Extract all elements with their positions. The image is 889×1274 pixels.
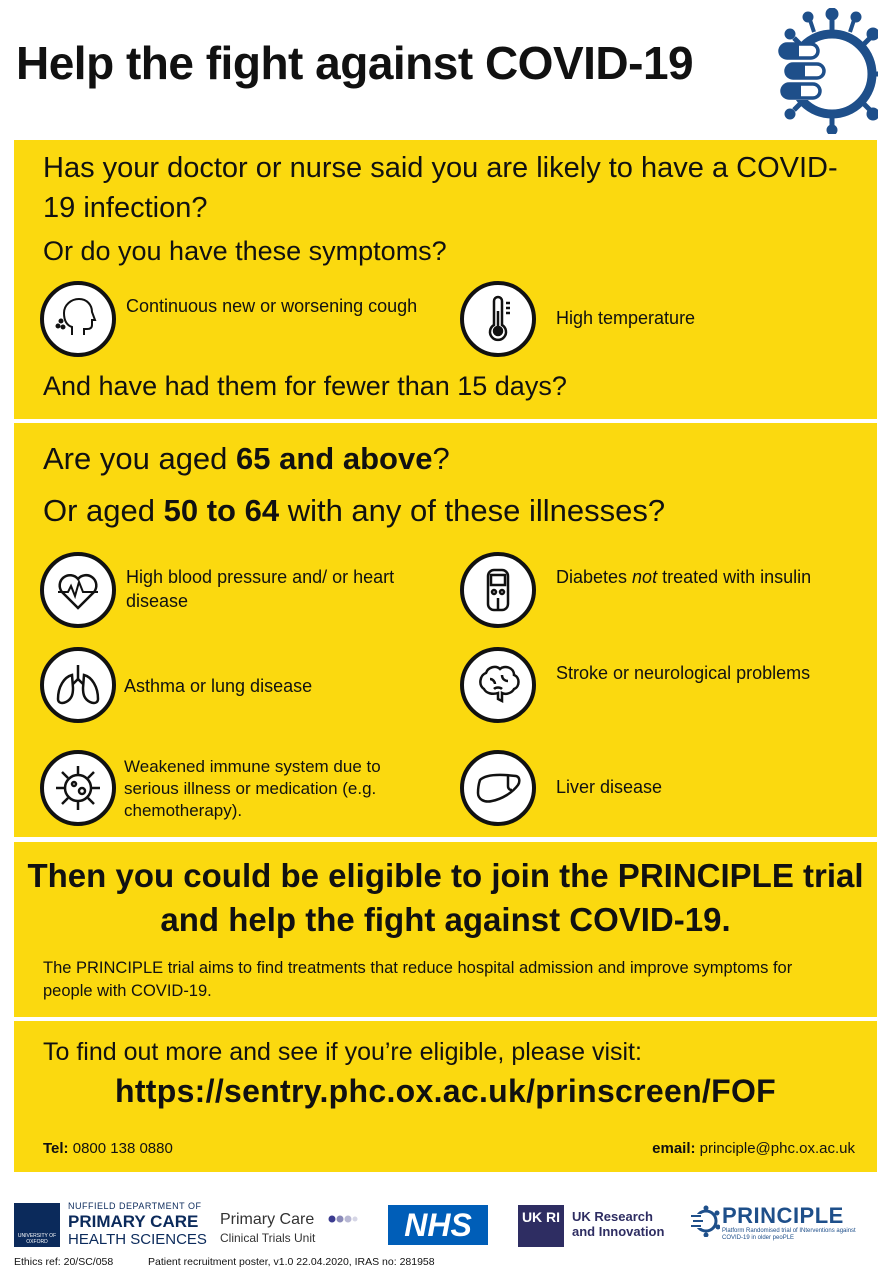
trial-description: The PRINCIPLE trial aims to find treatments that reduce hospital admission and improve symptoms for people with COVID-19. <box>43 959 793 1000</box>
footer-logos <box>0 1195 889 1255</box>
symptom-cough-label: Continuous new or worsening cough <box>126 296 418 316</box>
ethics-ref: Ethics ref: 20/SC/058 <box>14 1256 114 1268</box>
principle-mini-icon <box>688 1205 720 1237</box>
oxford-crest-icon: UNIVERSITY OF OXFORD <box>14 1203 60 1247</box>
symptoms-question: Or do you have these symptoms? <box>43 236 447 266</box>
duration-question: And have had them for fewer than 15 days? <box>43 371 567 401</box>
ukri-label: UK Research and Innovation <box>572 1209 665 1239</box>
ctu-dots-icon <box>328 1214 358 1224</box>
health-sciences-label: HEALTH SCIENCES <box>68 1231 207 1248</box>
illness-stroke-label: Stroke or neurological problems <box>556 663 811 683</box>
ctu-label-1: Primary Care <box>220 1211 315 1228</box>
screening-link[interactable]: https://sentry.phc.ox.ac.uk/prinscreen/FOF <box>114 1073 777 1109</box>
age-question-50-64: Or aged 50 to 64 with any of these illnesses? <box>43 493 666 528</box>
page-title: Help the fight against COVID-19 <box>16 37 694 89</box>
nuffield-label: NUFFIELD DEPARTMENT OF <box>68 1201 202 1211</box>
doctor-question: Has your doctor or nurse said you are likely to have a COVID-19 infection? <box>43 152 838 224</box>
ctu-label-2: Clinical Trials Unit <box>220 1231 316 1245</box>
illnesses-panel <box>14 423 877 837</box>
lungs-icon <box>40 647 116 723</box>
principle-subtitle: Platform Randomised trial of INterventions against COVID-19 in older peoPLE <box>722 1228 856 1241</box>
telephone: Tel: 0800 138 0880 <box>43 1140 173 1157</box>
nhs-logo: NHS <box>388 1205 488 1245</box>
eligibility-panel <box>14 842 877 1017</box>
contact-panel <box>14 1021 877 1172</box>
brain-icon <box>460 647 536 723</box>
symptom-temperature-label: High temperature <box>556 308 696 328</box>
email-address[interactable]: email: principle@phc.ox.ac.uk <box>652 1140 855 1157</box>
illness-diabetes-label: Diabetes not treated with insulin <box>556 567 812 587</box>
visit-instruction: To find out more and see if you’re eligible, please visit: <box>43 1038 642 1066</box>
illness-heart-label: High blood pressure and/ or heart disease <box>126 567 395 611</box>
illness-lung-label: Asthma or lung disease <box>124 676 313 696</box>
primary-care-label: PRIMARY CARE <box>68 1212 199 1231</box>
age-question-65: Are you aged 65 and above? <box>43 441 450 476</box>
principle-logo: PRINCIPLE <box>722 1203 844 1228</box>
cough-icon <box>40 281 116 357</box>
heart-icon <box>40 552 116 628</box>
illness-immune-label: Weakened immune system due to serious illness or medication (e.g. chemotherapy). <box>124 757 381 820</box>
principle-virus-logo-icon <box>770 8 878 134</box>
glucose-meter-icon <box>460 552 536 628</box>
eligibility-headline: Then you could be eligible to join the PRINCIPLE trial and help the fight against COVID-19. <box>27 857 864 938</box>
liver-icon <box>460 750 536 826</box>
poster-version: Patient recruitment poster, v1.0 22.04.2020, IRAS no: 281958 <box>148 1256 435 1268</box>
symptoms-panel <box>14 140 877 419</box>
thermometer-icon <box>460 281 536 357</box>
virus-icon <box>40 750 116 826</box>
ukri-logo: UK RI <box>518 1205 564 1247</box>
illness-liver-label: Liver disease <box>556 777 663 797</box>
